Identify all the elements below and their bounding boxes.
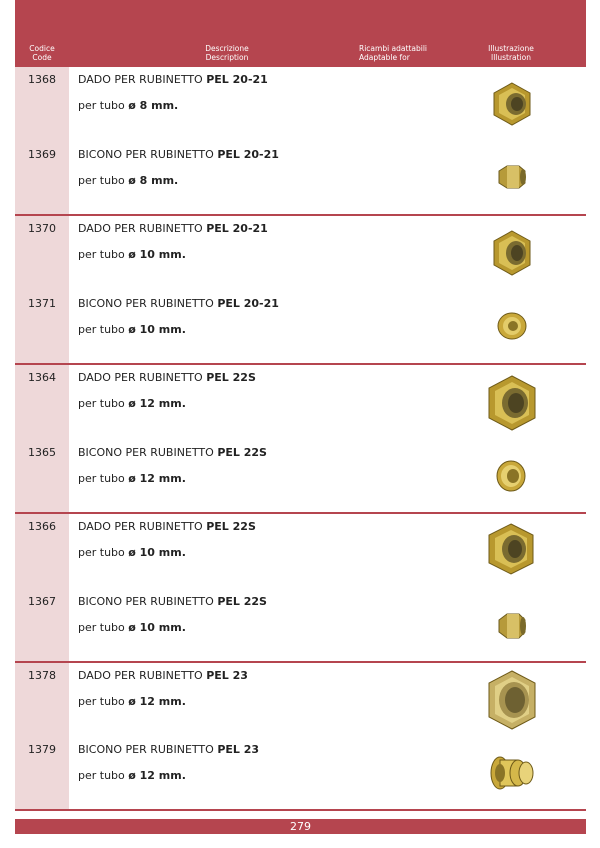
product-name: DADO PER RUBINETTO [78, 73, 207, 86]
group-divider [15, 512, 586, 514]
product-sub-label: per tubo [78, 472, 129, 485]
product-subtitle [78, 621, 186, 634]
product-model: PEL 23 [217, 743, 260, 756]
group-divider [15, 65, 586, 67]
product-model: PEL 20-21 [206, 73, 268, 86]
group-divider [15, 809, 586, 811]
product-sub-label: per tubo [78, 99, 129, 112]
product-subtitle [78, 397, 186, 410]
product-title [78, 595, 267, 608]
product-model: PEL 20-21 [206, 222, 268, 235]
product-sub-label: per tubo [78, 248, 129, 261]
product-sub-label: per tubo [78, 695, 129, 708]
product-sub-label: per tubo [78, 769, 129, 782]
product-model: PEL 22S [217, 446, 267, 459]
product-code: 1364 [28, 371, 56, 384]
product-sub-label: per tubo [78, 323, 129, 336]
product-sub-label: per tubo [78, 621, 129, 634]
product-subtitle [78, 174, 178, 187]
product-size: ø 12 mm. [128, 472, 186, 485]
header-adapt-it: Ricambi adattabili [359, 44, 427, 53]
product-subtitle [78, 323, 186, 336]
header-adaptable [359, 44, 469, 62]
table-header [15, 0, 586, 66]
product-code: 1368 [28, 73, 56, 86]
product-title [78, 371, 256, 384]
product-subtitle [78, 695, 186, 708]
bicone-ferrule-icon [496, 311, 528, 341]
product-size: ø 12 mm. [128, 397, 186, 410]
product-title [78, 743, 259, 756]
product-model: PEL 20-21 [217, 297, 279, 310]
product-title [78, 669, 248, 682]
product-name: DADO PER RUBINETTO [78, 222, 207, 235]
hex-nut-icon [484, 521, 538, 577]
product-name: BICONO PER RUBINETTO [78, 148, 218, 161]
bicone-ferrule-icon [488, 754, 536, 792]
product-size: ø 8 mm. [128, 99, 179, 112]
product-name: DADO PER RUBINETTO [78, 520, 207, 533]
product-subtitle [78, 546, 186, 559]
product-size: ø 8 mm. [128, 174, 179, 187]
product-sub-label: per tubo [78, 397, 129, 410]
product-title [78, 73, 268, 86]
header-desc-it: Descrizione [205, 44, 249, 53]
product-subtitle [78, 769, 186, 782]
product-title [78, 148, 279, 161]
product-size: ø 10 mm. [128, 621, 186, 634]
product-model: PEL 22S [206, 371, 256, 384]
hex-nut-icon [488, 228, 536, 278]
product-model: PEL 20-21 [217, 148, 279, 161]
header-desc-en: Description [205, 53, 249, 62]
product-size: ø 10 mm. [128, 248, 186, 261]
product-size: ø 12 mm. [128, 695, 186, 708]
product-size: ø 10 mm. [128, 323, 186, 336]
hex-nut-icon [484, 668, 540, 732]
product-title [78, 520, 256, 533]
product-title [78, 297, 279, 310]
product-code: 1371 [28, 297, 56, 310]
header-code-it: Codice [29, 44, 55, 53]
product-code: 1369 [28, 148, 56, 161]
product-name: BICONO PER RUBINETTO [78, 446, 218, 459]
header-code-en: Code [32, 53, 52, 62]
product-name: DADO PER RUBINETTO [78, 669, 207, 682]
product-title [78, 222, 268, 235]
product-subtitle [78, 248, 186, 261]
product-code: 1365 [28, 446, 56, 459]
header-illus-it: Illustrazione [488, 44, 534, 53]
product-subtitle [78, 472, 186, 485]
product-code: 1367 [28, 595, 56, 608]
product-code: 1378 [28, 669, 56, 682]
header-description [69, 44, 385, 62]
product-model: PEL 23 [206, 669, 248, 682]
product-code: 1379 [28, 743, 56, 756]
product-sub-label: per tubo [78, 174, 129, 187]
product-model: PEL 22S [206, 520, 256, 533]
product-name: BICONO PER RUBINETTO [78, 595, 218, 608]
group-divider [15, 363, 586, 365]
group-divider [15, 214, 586, 216]
product-subtitle [78, 99, 178, 112]
product-size: ø 12 mm. [128, 769, 186, 782]
product-size: ø 10 mm. [128, 546, 186, 559]
bicone-ferrule-icon [495, 163, 529, 191]
product-name: BICONO PER RUBINETTO [78, 743, 218, 756]
bicone-ferrule-icon [495, 611, 529, 641]
product-code: 1370 [28, 222, 56, 235]
product-name: BICONO PER RUBINETTO [78, 297, 218, 310]
product-code: 1366 [28, 520, 56, 533]
product-name: DADO PER RUBINETTO [78, 371, 207, 384]
product-title [78, 446, 267, 459]
page-number: 279 [290, 820, 311, 833]
page-footer [15, 819, 586, 834]
bicone-ferrule-icon [494, 459, 528, 493]
hex-nut-icon [488, 80, 536, 128]
group-divider [15, 661, 586, 663]
header-illus-en: Illustration [490, 53, 532, 62]
header-adapt-en: Adaptable for [359, 53, 410, 62]
header-illustration [461, 44, 561, 62]
header-code [15, 44, 69, 62]
hex-nut-icon [484, 373, 540, 433]
product-sub-label: per tubo [78, 546, 129, 559]
product-model: PEL 22S [217, 595, 267, 608]
